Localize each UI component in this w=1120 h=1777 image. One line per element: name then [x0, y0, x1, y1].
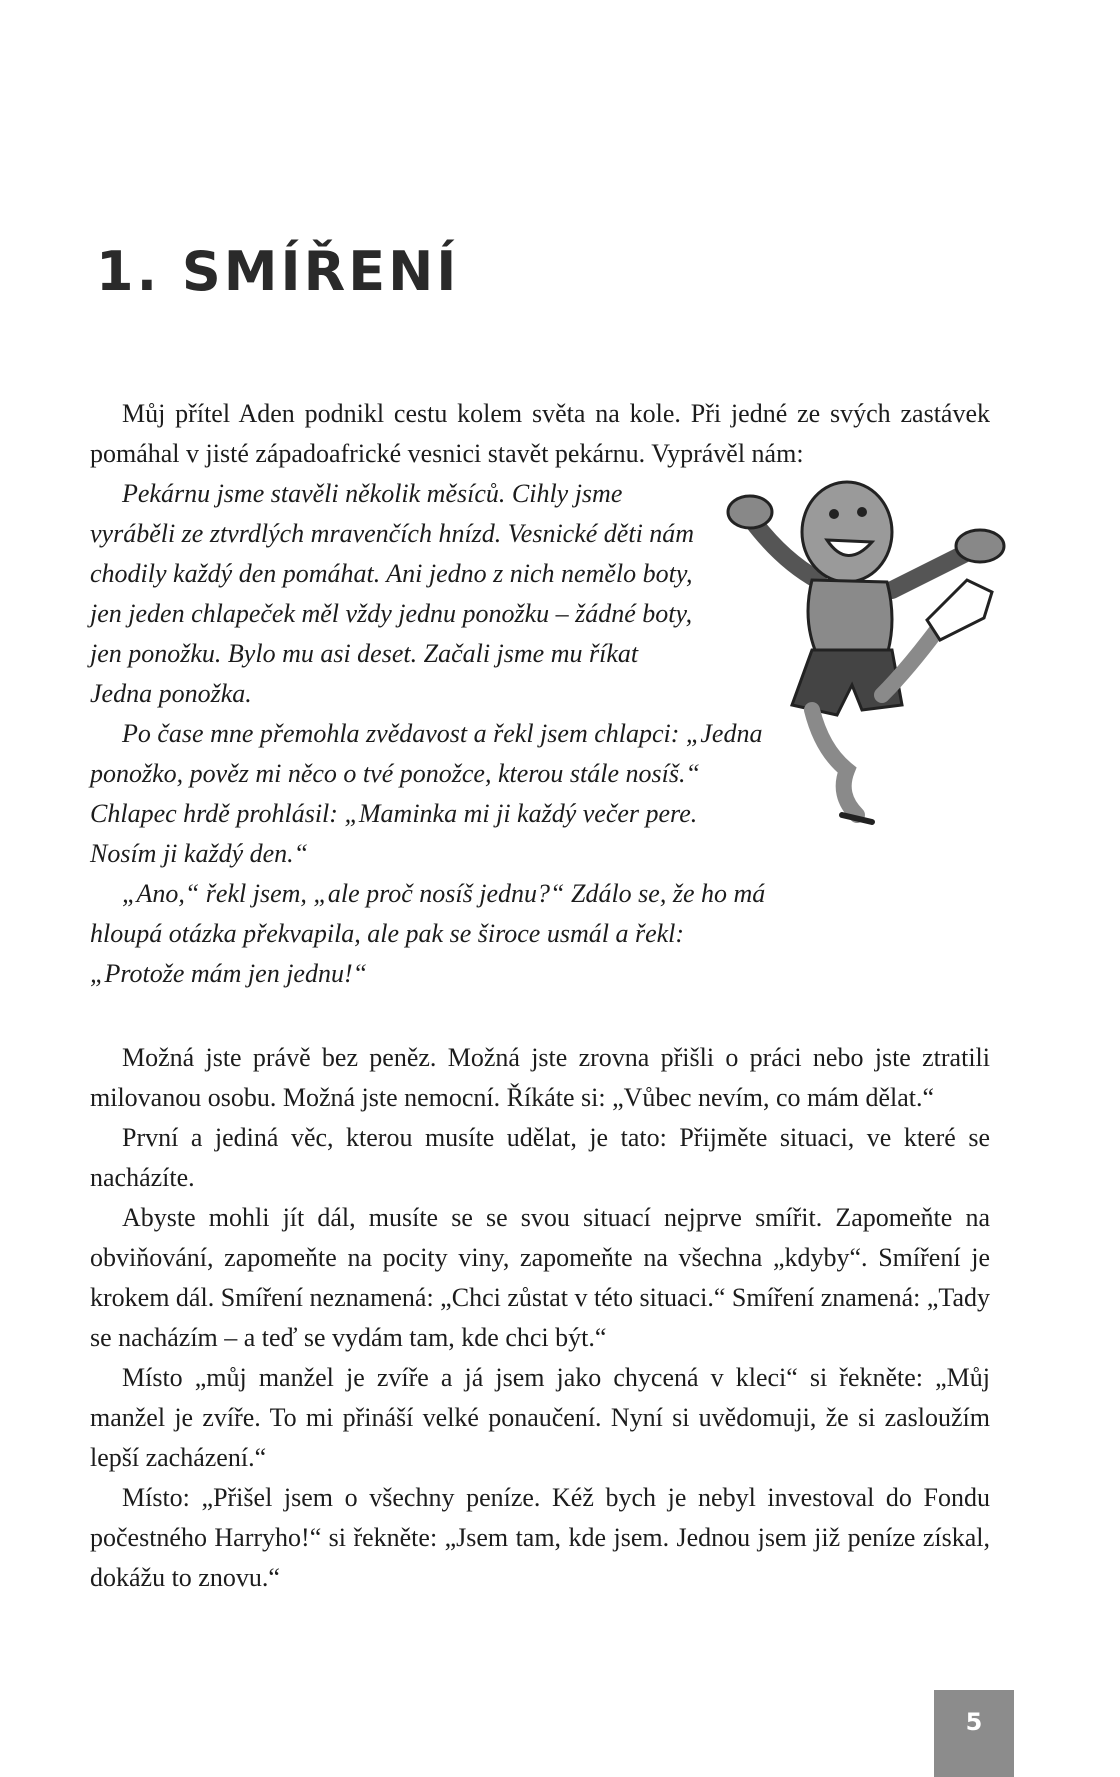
intro-paragraph: Můj přítel Aden podnikl cestu kolem světa na kole. Při jedné ze svých zastávek pomáhal v jisté západoafrické vesnici stavět pekárnu. Vyprávěl nám: — [90, 399, 990, 468]
story-block — [90, 474, 790, 994]
body-paragraph-4: Místo „můj manžel je zvíře a já jsem jako chycená v kleci“ si řekněte: „Můj manžel je zvíře. To mi přináší velké ponaučení. Nyní si uvědomuji, že si zasloužím lepší zacházení.“ — [90, 1363, 990, 1472]
body-paragraph-2: První a jediná věc, kterou musíte udělat, je tato: Přijměte situaci, ve které se nacházíte. — [90, 1123, 990, 1192]
story-paragraph-1: Pekárnu jsme stavěli několik měsíců. Cihly jsme vyráběli ze ztvrdlých mravenčích hnízd. Vesnické děti nám chodily každý den pomáhat. Ani jedno z nich nemělo boty, jen jeden chlapeček měl vždy jednu ponožku – žádné boty, jen ponožku. Bylo mu asi deset. Začali jsme mu říkat Jedna ponožka. — [90, 479, 695, 708]
chapter-title: 1. SMÍŘENÍ — [96, 240, 460, 303]
story-paragraph-3: „Ano,“ řekl jsem, „ale proč nosíš jednu?“ Zdálo se, že ho má hloupá otázka překvapila, ale pak se široce usmál a řekl: „Protože mám jen jednu!“ — [90, 879, 766, 988]
body-paragraph-5: Místo: „Přišel jsem o všechny peníze. Kéž bych je nebyl investoval do Fondu počestného Harryho!“ si řekněte: „Jsem tam, kde jsem. Jednou jsem již peníze získal, dokážu to znovu.“ — [90, 1483, 990, 1592]
boy-with-one-sock-icon — [722, 470, 1022, 870]
story-paragraph-2: Po čase mne přemohla zvědavost a řekl jsem chlapci: „Jedna ponožko, pověz mi něco o tvé ponožce, kterou stále nosíš.“ Chlapec hrdě prohlásil: „Maminka mi ji každý večer pere. Nosím ji každý den.“ — [90, 719, 763, 868]
page-number-tab — [934, 1690, 1014, 1777]
page-number: 5 — [965, 1708, 983, 1736]
body-paragraph-3: Abyste mohli jít dál, musíte se se svou situací nejprve smířit. Zapomeňte na obviňování, zapomeňte na pocity viny, zapomeňte na všechna „kdyby“. Smíření je krokem dál. Smíření neznamená: „Chci zůstat v této situaci.“ Smíření znamená: „Tady se nacházím – a teď se vydám tam, kde chci být.“ — [90, 1203, 990, 1352]
body-text-block — [90, 1038, 990, 1598]
body-paragraph-1: Možná jste právě bez peněz. Možná jste zrovna přišli o práci nebo jste ztratili milovanou osobu. Možná jste nemocní. Říkáte si: „Vůbec nevím, co mám dělat.“ — [90, 1043, 990, 1112]
intro-paragraph-block — [90, 394, 990, 474]
